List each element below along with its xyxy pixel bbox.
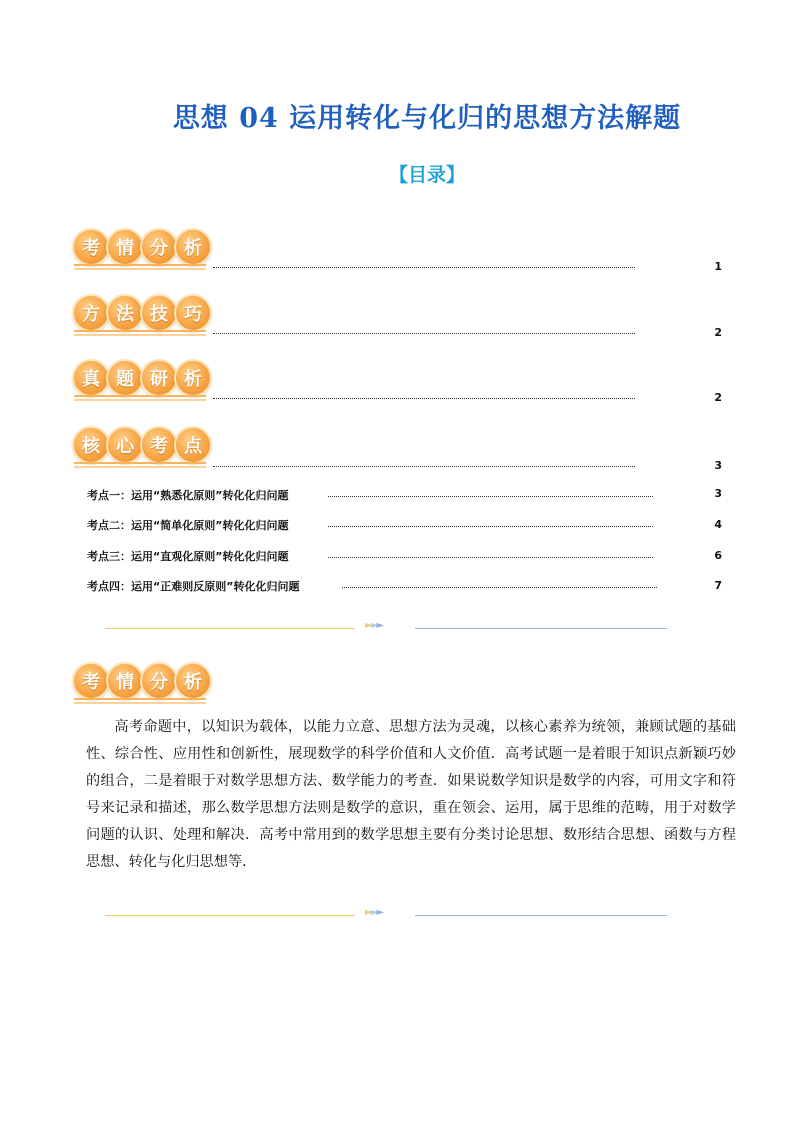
toc-leader-dots bbox=[328, 556, 653, 558]
toc-leader-dots bbox=[213, 397, 635, 399]
badge-char: 技 bbox=[140, 294, 178, 332]
toc-leader-dots bbox=[213, 465, 635, 467]
badge-char: 核 bbox=[72, 426, 110, 464]
badge-char: 析 bbox=[174, 228, 212, 266]
badge-char: 真 bbox=[72, 359, 110, 397]
section-heading-badge bbox=[72, 660, 212, 704]
toc-leader-dots bbox=[328, 525, 653, 527]
section-divider bbox=[105, 620, 667, 634]
toc-subitem[interactable]: 考点二：运用“简单化原则”转化化归问题 bbox=[87, 519, 289, 532]
toc-page-number[interactable]: 6 bbox=[714, 549, 722, 562]
toc-leader-dots bbox=[328, 495, 653, 497]
section-divider bbox=[105, 907, 667, 921]
badge-underline bbox=[74, 702, 206, 704]
divider-line-right bbox=[415, 628, 667, 629]
toc-section-badge-2[interactable] bbox=[72, 292, 212, 336]
divider-line-right bbox=[415, 915, 667, 916]
toc-page-number[interactable]: 3 bbox=[714, 459, 722, 472]
badge-char: 析 bbox=[174, 359, 212, 397]
badge-char: 分 bbox=[140, 662, 178, 700]
toc-section-badge-3[interactable] bbox=[72, 357, 212, 401]
toc-leader-dots bbox=[342, 586, 657, 588]
badge-char: 考 bbox=[140, 426, 178, 464]
badge-char: 法 bbox=[106, 294, 144, 332]
toc-page-number[interactable]: 4 bbox=[714, 518, 722, 531]
toc-subitem[interactable]: 考点四：运用“正难则反原则”转化化归问题 bbox=[87, 580, 300, 593]
toc-leader-dots bbox=[213, 332, 635, 334]
section-paragraph: 高考命题中，以知识为载体，以能力立意、思想方法为灵魂，以核心素养为统领，兼顾试题的基础性、综合性、应用性和创新性，展现数学的科学价值和人文价值．高考试题一是着眼于知识点新颖巧妙的组合，二是着眼于对数学思想方法、数学能力的考查．如果说数学知识是数学的内容，可用文字和符号来记录和描述，那么数学思想方法则是数学的意识，重在领会、运用，属于思维的范畴，用于对数学问题的认识、处理和解决．高考中常用到的数学思想主要有分类讨论思想、数形结合思想、函数与方程思想、转化与化归思想等． bbox=[86, 719, 736, 870]
badge-char: 考 bbox=[72, 228, 110, 266]
toc-leader-dots bbox=[213, 266, 635, 268]
badge-char: 析 bbox=[174, 662, 212, 700]
badge-char: 心 bbox=[106, 426, 144, 464]
badge-underline bbox=[74, 462, 206, 464]
divider-line-left bbox=[105, 915, 355, 916]
badge-underline bbox=[74, 395, 206, 397]
toc-page-number[interactable]: 2 bbox=[714, 326, 722, 339]
toc-subitem[interactable]: 考点三：运用“直观化原则”转化化归问题 bbox=[87, 550, 289, 563]
badge-underline bbox=[74, 330, 206, 332]
toc-page-number[interactable]: 1 bbox=[714, 260, 722, 273]
badge-char: 考 bbox=[72, 662, 110, 700]
arrow-icon: ►►► bbox=[365, 907, 383, 918]
divider-line-left bbox=[105, 628, 355, 629]
page-title: 思想 04 运用转化与化归的思想方法解题 bbox=[172, 103, 682, 134]
toc-subitem[interactable]: 考点一：运用“熟悉化原则”转化化归问题 bbox=[87, 489, 289, 502]
toc-page-number[interactable]: 7 bbox=[714, 579, 722, 592]
badge-char: 分 bbox=[140, 228, 178, 266]
badge-char: 方 bbox=[72, 294, 110, 332]
toc-page-number[interactable]: 3 bbox=[714, 487, 722, 500]
badge-char: 研 bbox=[140, 359, 178, 397]
toc-heading: 【目录】 bbox=[388, 164, 465, 186]
arrow-icon: ►►► bbox=[365, 620, 383, 631]
toc-page-number[interactable]: 2 bbox=[714, 391, 722, 404]
toc-section-badge-4[interactable] bbox=[72, 424, 212, 468]
badge-char: 情 bbox=[106, 228, 144, 266]
badge-char: 题 bbox=[106, 359, 144, 397]
badge-underline bbox=[74, 698, 206, 700]
badge-underline bbox=[74, 264, 206, 266]
toc-section-badge-1[interactable] bbox=[72, 226, 212, 270]
badge-underline bbox=[74, 466, 206, 468]
badge-underline bbox=[74, 268, 206, 270]
badge-underline bbox=[74, 399, 206, 401]
badge-underline bbox=[74, 334, 206, 336]
badge-char: 点 bbox=[174, 426, 212, 464]
badge-char: 情 bbox=[106, 662, 144, 700]
badge-char: 巧 bbox=[174, 294, 212, 332]
